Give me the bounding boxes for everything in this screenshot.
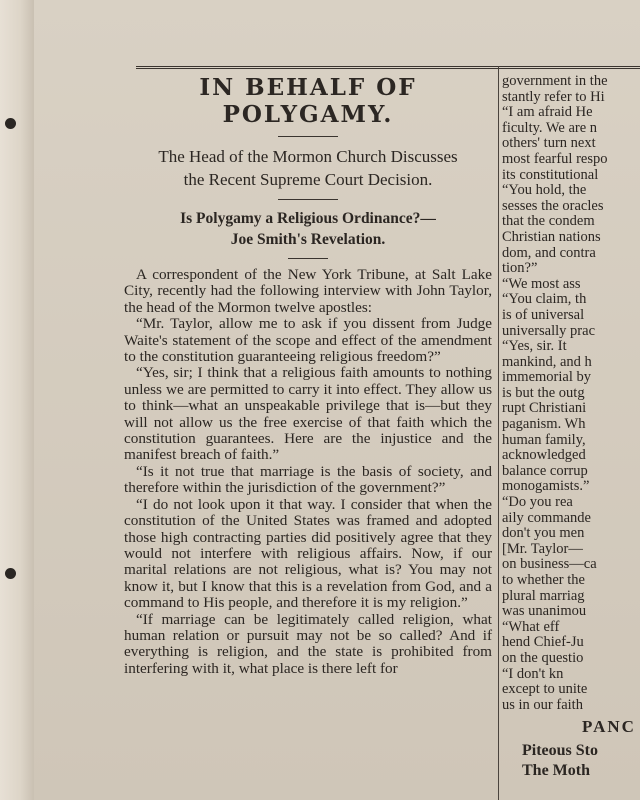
paragraph: “I do not look upon it that way. I consider that when the constitution of the United States was framed and adopted those high contracting parties did positively agree that they would not interfere with religious affairs. Now, if our marital relations are not religious, what is? You may not know it, but I know that this is a revelation from God, and a command to His people, and therefore it is my religion.”	[124, 495, 492, 612]
text-line: us in our faith	[502, 696, 583, 713]
adjacent-column	[502, 74, 640, 781]
text-line: “Do you rea	[502, 494, 573, 511]
text-line: immemorial by	[502, 369, 591, 386]
text-line: plural marriag	[502, 587, 585, 604]
article-body	[124, 267, 492, 677]
section-heading-line-2: Joe Smith's Revelation.	[230, 231, 386, 248]
text-line: rupt Christiani	[502, 400, 587, 417]
text-line: “Yes, sir. It	[502, 338, 567, 355]
subheading-line-1: The Head of the Mormon Church Discusses	[158, 147, 458, 166]
text-line: Christian nations	[502, 228, 601, 245]
text-line: mankind, and h	[502, 353, 592, 370]
text-line: most fearful respo	[502, 150, 608, 167]
text-line: on business—ca	[502, 556, 597, 573]
text-line: human family,	[502, 431, 586, 448]
text-line: ficulty. We are n	[502, 119, 598, 136]
text-line: don't you men	[502, 525, 585, 542]
paragraph: “If marriage can be legitimately called religion, what human relation or pursuit may not be so called? And if everything is religion, and the state is prohibited from interfering with it, what place is there left for	[124, 610, 492, 677]
article-column	[124, 74, 492, 677]
binding-hole	[5, 118, 16, 129]
paragraph: A correspondent of the New York Tribune, at Salt Lake City, recently had the following interview with John Taylor, the head of the Mormon twelve apostles:	[124, 266, 492, 316]
text-line: “I am afraid He	[502, 104, 593, 121]
text-line: government in the	[502, 74, 608, 89]
paragraph: “Is it not true that marriage is the basis of society, and therefore within the jurisdiction of the government?”	[124, 462, 492, 497]
text-line: to whether the	[502, 572, 585, 588]
text-line: dom, and contra	[502, 244, 596, 261]
rule	[288, 258, 328, 259]
next-article-headline: PANC	[582, 717, 636, 737]
adjacent-page-edge	[0, 0, 35, 800]
column-divider	[498, 66, 499, 800]
section-heading-line-1: Is Polygamy a Religious Ordinance?—	[180, 210, 436, 227]
text-line: acknowledged	[502, 447, 586, 464]
rule	[278, 199, 338, 200]
text-line: is but the outg	[502, 384, 585, 401]
text-line: its constitutional	[502, 166, 599, 183]
next-article-subhead: Piteous Sto	[522, 741, 598, 759]
subheading-line-2: the Recent Supreme Court Decision.	[183, 170, 433, 189]
text-line: is of universal	[502, 306, 585, 323]
rule	[278, 136, 338, 137]
text-line: tion?”	[502, 260, 538, 277]
text-line: on the questio	[502, 649, 584, 666]
text-line: was unanimou	[502, 603, 587, 620]
text-line: stantly refer to Hi	[502, 88, 605, 105]
text-line: “What eff	[502, 618, 560, 635]
text-line: universally prac	[502, 322, 596, 339]
binding-hole	[5, 568, 16, 579]
text-line: “You hold, the	[502, 182, 587, 199]
text-line: “We most ass	[502, 275, 581, 292]
text-line: balance corrup	[502, 462, 588, 479]
text-line: monogamists.”	[502, 478, 590, 495]
paragraph: “Mr. Taylor, allow me to ask if you dissent from Judge Waite's statement of the scope and effect of the amendment to the constitution guaranteeing religious freedom?”	[124, 315, 492, 366]
top-rule	[136, 66, 640, 69]
text-line: “You claim, th	[502, 291, 587, 308]
text-line: [Mr. Taylor—	[502, 540, 583, 557]
text-line: except to unite	[502, 681, 588, 698]
text-line: that the condem	[502, 213, 595, 230]
text-line: “I don't kn	[502, 665, 564, 682]
paragraph: “Yes, sir; I think that a religious faith amounts to nothing unless we are permitted to carry it into effect. They allow us to think—what an unspeakable privilege that is—but they will not allow us the free exercise of that faith which the constitution guarantees. Here are the injustice and the manifest breach of faith.”	[124, 364, 492, 464]
next-article-subhead: The Moth	[522, 761, 590, 779]
text-line: hend Chief-Ju	[502, 634, 584, 651]
text-line: others' turn next	[502, 135, 596, 152]
text-line: paganism. Wh	[502, 416, 586, 433]
text-line: aily commande	[502, 509, 591, 526]
text-line: sesses the oracles	[502, 197, 604, 214]
headline: IN BEHALF OF POLYGAMY.	[199, 74, 417, 128]
